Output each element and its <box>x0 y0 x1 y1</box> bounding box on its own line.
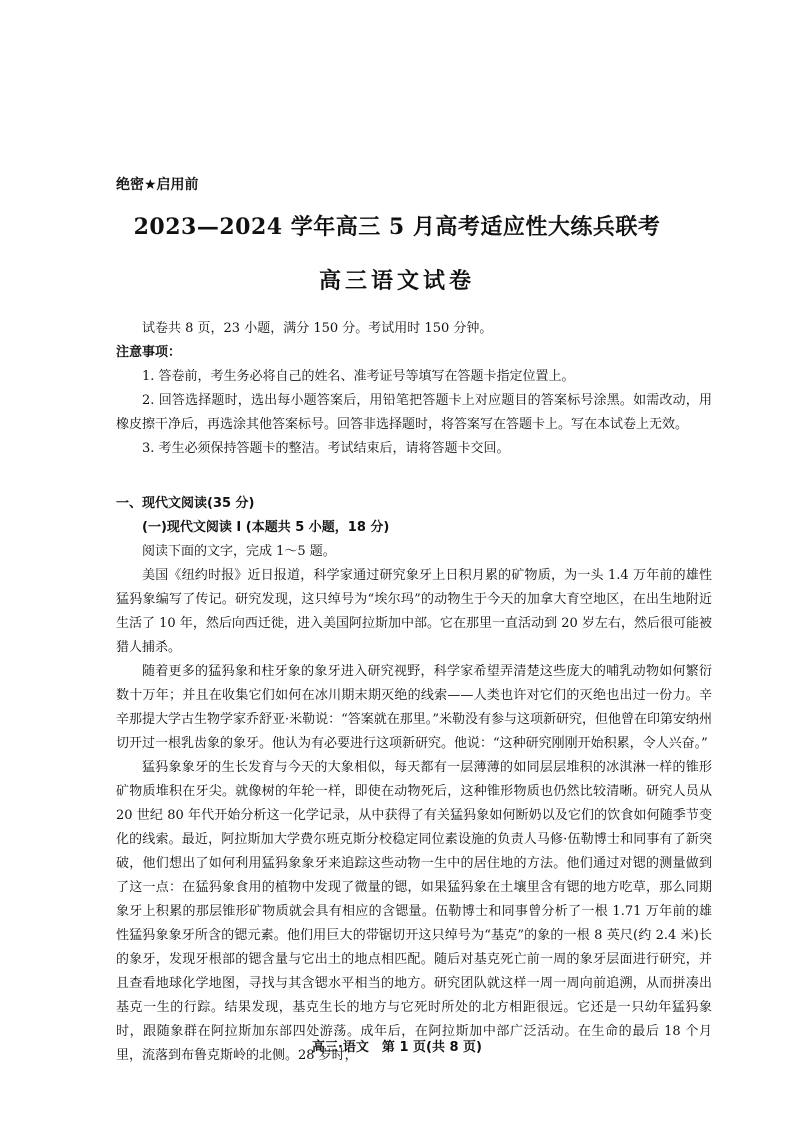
exam-intro: 试卷共 8 页，23 小题，满分 150 分。考试用时 150 分钟。 <box>142 321 493 336</box>
reading-instruction: 阅读下面的文字，完成 1～5 题。 <box>142 544 336 559</box>
notice-heading: 注意事项： <box>116 345 182 360</box>
section-heading: 一、现代文阅读(35 分) <box>116 496 255 511</box>
passage-paragraph: 随着更多的猛犸象和柱牙象的象牙进入研究视野，科学家希望弄清楚这些庞大的哺乳动物如何繁衍数十万年；并且在收集它们如何在冰川期末期灭绝的线索——人类也许对它们的灭绝也出过一份力。辛辛那提大学古生物学家乔舒亚·米勒说：“答案就在那里。”米勒没有参与这项新研究，但他曾在印第安纳州切开过一根乳齿象的象牙。他认为有必要进行这项新研究。他说：“这种研究刚刚开始积累，令人兴奋。” <box>116 664 712 751</box>
passage-paragraph: 美国《纽约时报》近日报道，科学家通过研究象牙上日积月累的矿物质，为一头 1.4 万年前的雄性猛犸象编写了传记。研究发现，这只绰号为“埃尔玛”的动物生于今天的加拿大育空地区，在出生地附近生活了 10 年，然后向西迁徙，进入美国阿拉斯加中部。它在那里一直活动到 20 岁左右，然后很可能被猎人捕杀。 <box>116 568 712 655</box>
exam-title: 2023—2024 学年高三 5 月高考适应性大练兵联考 <box>133 214 661 240</box>
confidential-label: 绝密★启用前 <box>116 177 199 193</box>
passage-paragraph: 猛犸象象牙的生长发育与今天的大象相似，每天都有一层薄薄的如同层层堆积的冰淇淋一样的锥形矿物质堆积在牙尖。就像树的年轮一样，即使在动物死后，这种锥形物质也仍然比较清晰。研究人员从 20 世纪 80 年代开始分析这一化学记录，从中获得了有关猛犸象如何断奶以及它们的饮食如何随季节变化的线索。最近，阿拉斯加大学费尔班克斯分校稳定同位素设施的负责人马修·伍勒博士和同事有了新突破，他们想出了如何利用猛犸象象牙来追踪这些动物一生中的居住地的方法。他们通过对锶的测量做到了这一点：在猛犸象食用的植物中发现了微量的锶，如果猛犸象在土壤里含有锶的地方吃草，那么同期象牙上积累的那层锥形矿物质就会具有相应的含锶量。伍勒博士和同事曾分析了一根 1.71 万年前的雄性猛犸象象牙所含的锶元素。他们用巨大的带锯切开这只绰号为“基克”的象的一根 8 英尺(约 2.4 米)长的象牙，发现牙根部的锶含量与它出土的地点相匹配。随后对基克死亡前一周的象牙层面进行研究，并且查看地球化学地图，寻找与其含锶水平相当的地方。研究团队就这样一周一周向前追溯，从而拼凑出基克一生的行踪。结果发现，基克生长的地方与它死时所处的北方相距很远。它还是一只幼年猛犸象时，跟随象群在阿拉斯加东部四处游荡。成年后，在阿拉斯加中部广泛活动。在生命的最后 18 个月里，流落到布鲁克斯岭的北侧。28 岁时， <box>116 760 712 1063</box>
notice-item: 2. 回答选择题时，选出每小题答案后，用铅笔把答题卡上对应题目的答案标号涂黑。如需改动，用橡皮擦干净后，再选涂其他答案标号。回答非选择题时，将答案写在答题卡上。写在本试卷上无效。 <box>116 393 712 432</box>
notice-item: 1. 答卷前，考生务必将自己的姓名、准考证号等填写在答题卡指定位置上。 <box>142 369 575 384</box>
notice-item: 3. 考生必须保持答题卡的整洁。考试结束后，请将答题卡交回。 <box>142 441 510 456</box>
subsection-heading: (一)现代文阅读 I (本题共 5 小题，18 分) <box>142 520 390 535</box>
exam-subtitle: 高三语文试卷 <box>318 269 475 294</box>
page-footer: 高三·语文 第 1 页(共 8 页) <box>311 1040 483 1055</box>
notice-list <box>116 365 712 461</box>
reading-passage <box>116 564 712 1068</box>
